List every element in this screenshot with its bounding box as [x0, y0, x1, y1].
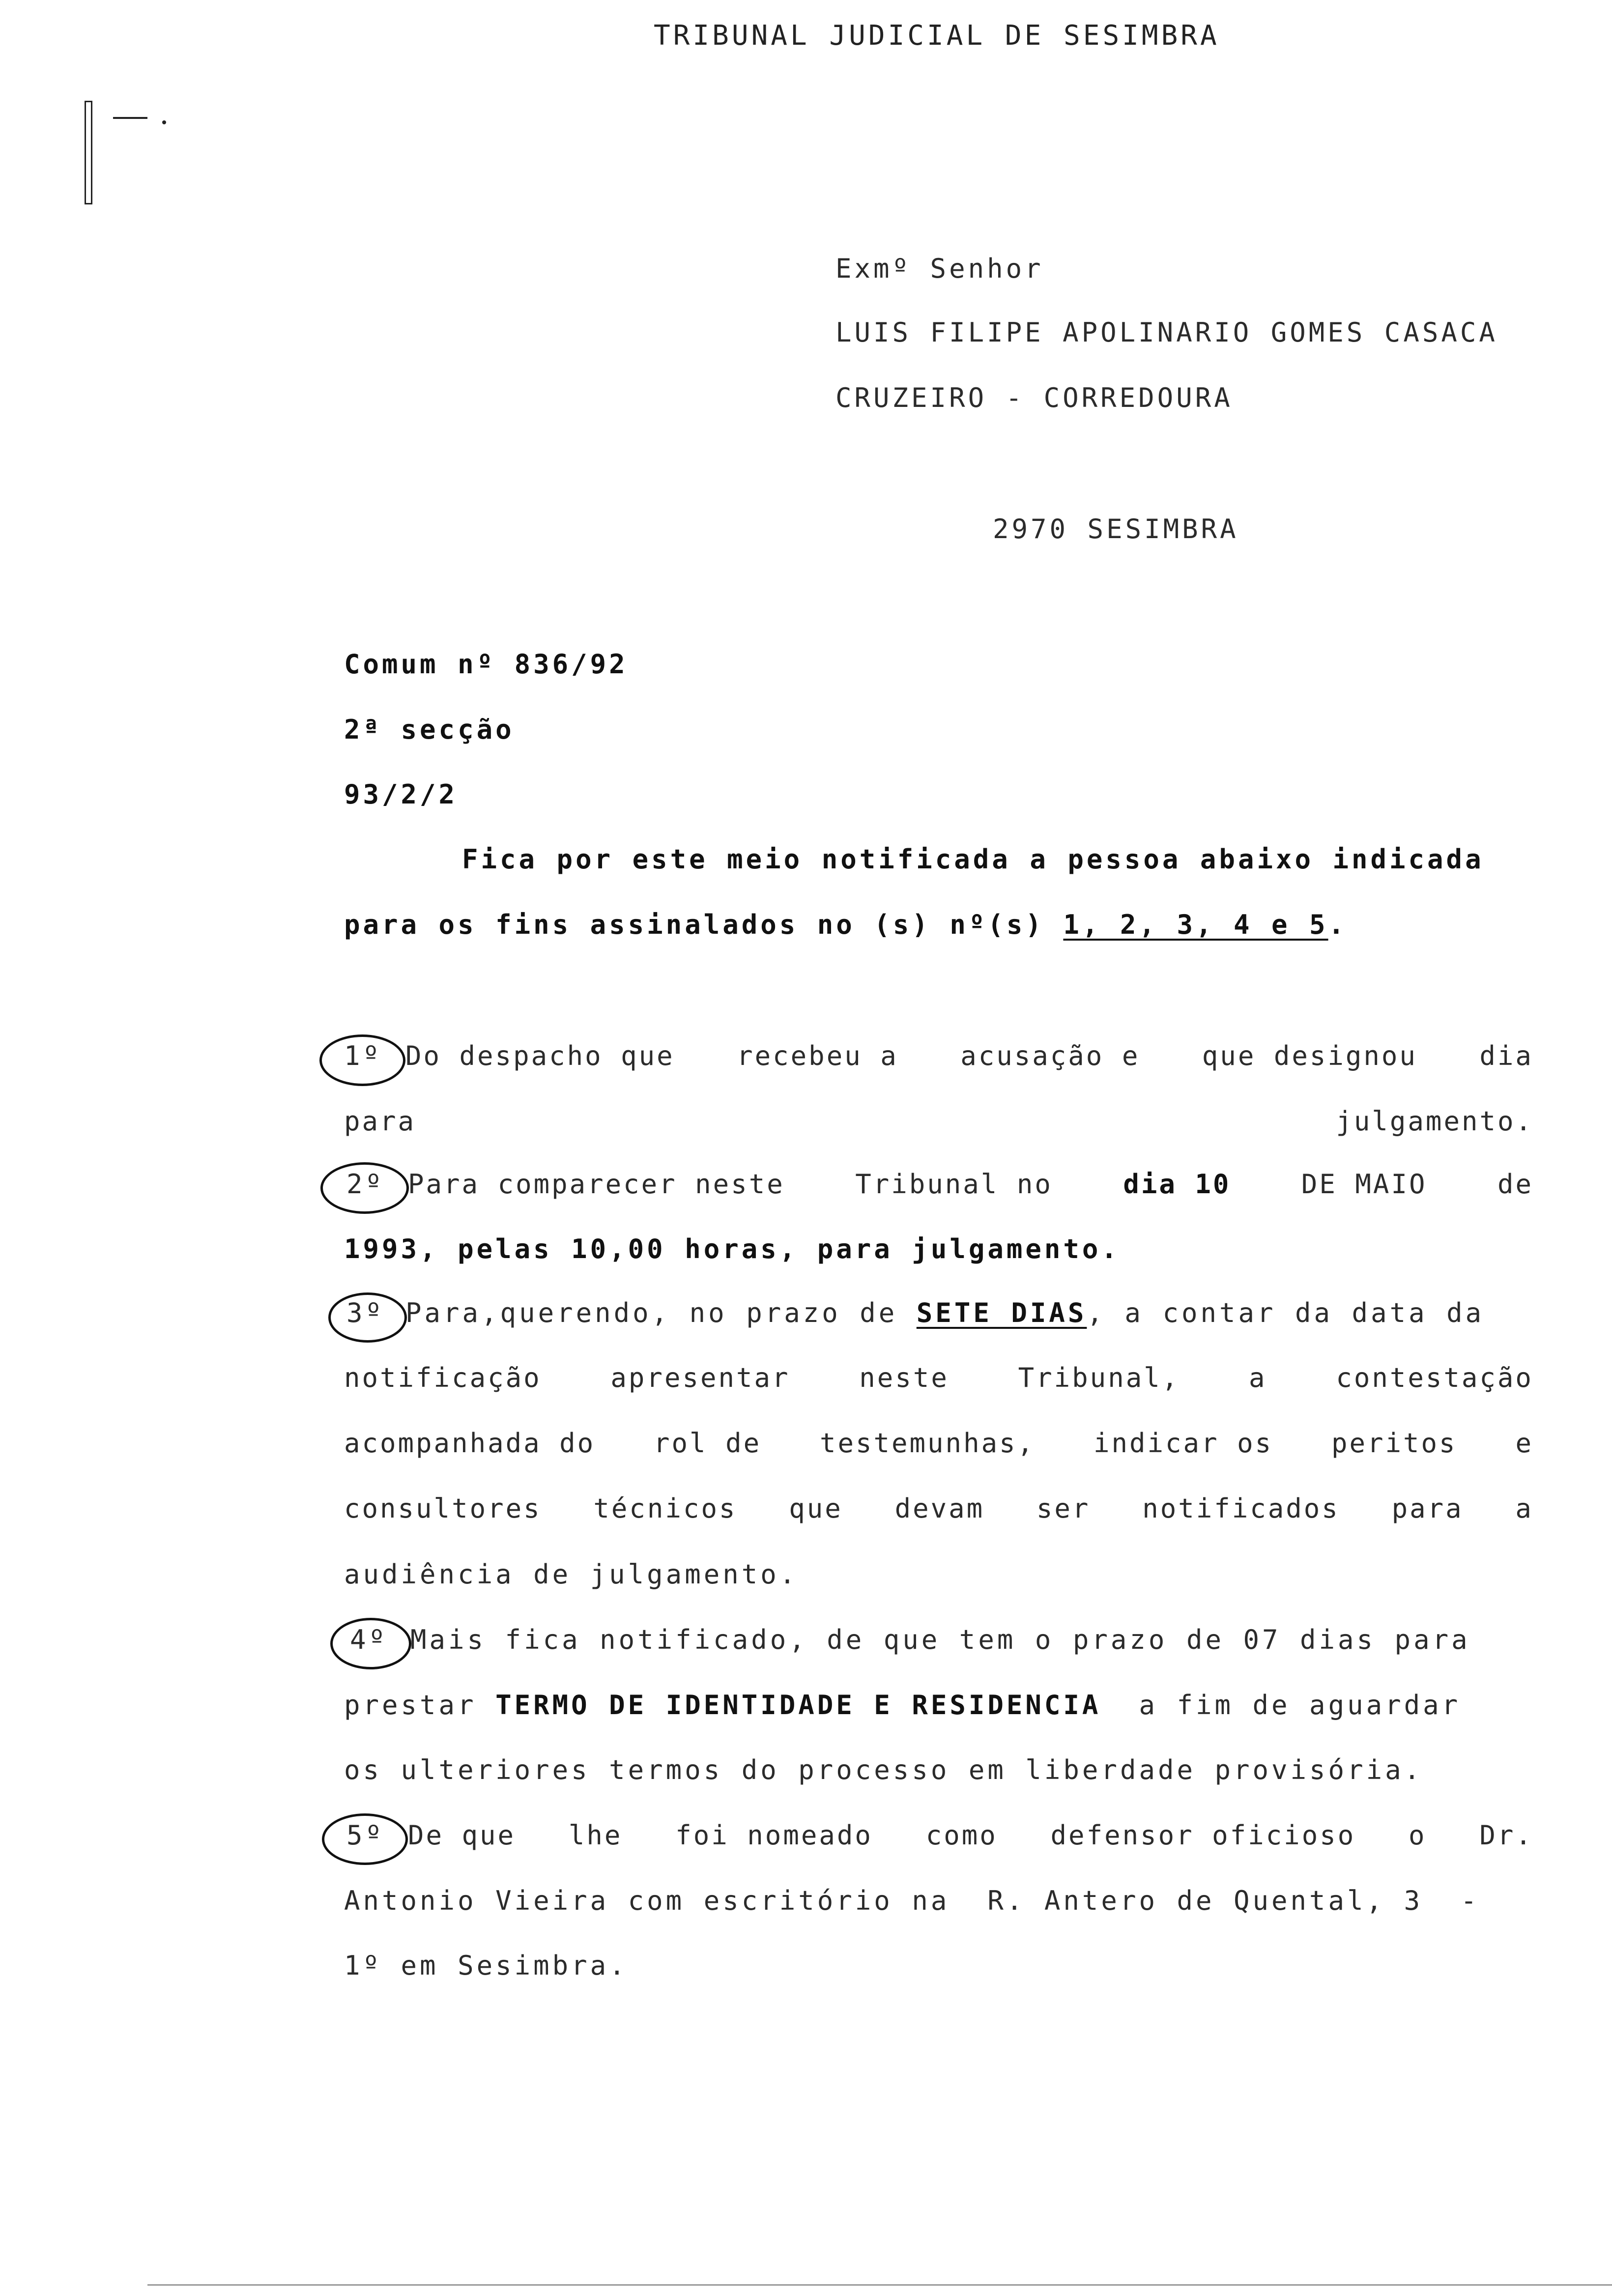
- intro-line-1: Fica por este meio notificada a pessoa abaixo indicada: [462, 844, 1484, 875]
- text-segment: Dr.: [1479, 1820, 1533, 1851]
- item-1-line-1: [405, 1040, 1533, 1071]
- text-segment: Do despacho que: [405, 1040, 675, 1071]
- text-segment: como: [925, 1820, 998, 1851]
- recipient-city: 2970 SESIMBRA: [993, 514, 1239, 545]
- text-segment: acusação e: [960, 1040, 1140, 1071]
- text-segment: rol de: [654, 1428, 762, 1459]
- item-4-line-1: Mais fica notificado, de que tem o prazo de 07 dias para: [410, 1624, 1470, 1655]
- item-4-line-2: [344, 1690, 1461, 1721]
- item-2-line-1: [408, 1169, 1533, 1200]
- item-5-line-1: [408, 1820, 1533, 1851]
- text-segment: neste: [859, 1362, 949, 1393]
- text-segment: devam: [894, 1493, 985, 1524]
- intro-line-2: [344, 909, 1347, 940]
- text-segment: a: [1515, 1493, 1533, 1524]
- text-segment: de: [1497, 1169, 1533, 1200]
- text-segment: , a contar da data da: [1087, 1297, 1485, 1328]
- text-segment: o: [1409, 1820, 1427, 1851]
- recipient-name: LUIS FILIPE APOLINARIO GOMES CASACA: [835, 317, 1498, 348]
- text-segment: a: [1249, 1362, 1267, 1393]
- intro-items: 1, 2, 3, 4 e 5: [1063, 909, 1328, 940]
- item-5-line-2: Antonio Vieira com escritório na R. Antero de Quental, 3 -: [344, 1885, 1480, 1916]
- text-segment: julgamento.: [1336, 1106, 1533, 1137]
- text-segment: acompanhada do: [344, 1428, 596, 1459]
- text-segment: defensor oficioso: [1050, 1820, 1356, 1851]
- text-segment: Tribunal,: [1018, 1362, 1180, 1393]
- text-segment: consultores: [344, 1493, 542, 1524]
- item-1-line-2: [344, 1106, 1533, 1137]
- text-segment: apresentar: [610, 1362, 790, 1393]
- bottom-edge-line: [147, 2284, 1612, 2286]
- text-segment: notificação: [344, 1362, 542, 1393]
- item-3-line-2: [344, 1362, 1533, 1393]
- text-segment: dia: [1479, 1040, 1533, 1071]
- margin-mark-dot: [162, 120, 166, 124]
- intro-prefix: para os fins assinalados no (s) nº(s): [344, 909, 1064, 940]
- item-2-line-2: 1993, pelas 10,00 horas, para julgamento.: [344, 1234, 1120, 1264]
- item-5-number: 5º: [346, 1820, 385, 1851]
- case-number: 93/2/2: [344, 779, 458, 810]
- text-segment: recebeu a: [737, 1040, 898, 1071]
- item-3-line-5: audiência de julgamento.: [344, 1559, 799, 1590]
- text-segment: para: [1391, 1493, 1464, 1524]
- text-segment: foi nomeado: [675, 1820, 873, 1851]
- item-4-line-3: os ulteriores termos do processo em liberdade provisória.: [344, 1754, 1423, 1785]
- text-segment: testemunhas,: [819, 1428, 1036, 1459]
- item-1-number: 1º: [344, 1040, 382, 1071]
- text-segment: notificados: [1142, 1493, 1340, 1524]
- text-segment: que designou: [1202, 1040, 1417, 1071]
- item-3-line-4: [344, 1493, 1533, 1524]
- text-segment: peritos: [1331, 1428, 1457, 1459]
- text-segment: lhe: [568, 1820, 623, 1851]
- text-segment: dia 10: [1123, 1169, 1231, 1200]
- item-2-number: 2º: [346, 1169, 385, 1200]
- item-4-number: 4º: [350, 1624, 388, 1655]
- text-segment: técnicos: [593, 1493, 737, 1524]
- margin-mark-dash: [113, 117, 147, 119]
- recipient-address: CRUZEIRO - CORREDOURA: [835, 382, 1233, 413]
- case-section: 2ª secção: [344, 714, 515, 745]
- recipient-salutation: Exmº Senhor: [835, 253, 1044, 284]
- item-5-line-3: 1º em Sesimbra.: [344, 1950, 628, 1981]
- text-segment: contestação: [1336, 1362, 1533, 1393]
- item-3-number: 3º: [346, 1297, 385, 1328]
- text-segment: e: [1515, 1428, 1533, 1459]
- text-segment: a fim de aguardar: [1101, 1690, 1461, 1721]
- text-segment: prestar: [344, 1690, 496, 1721]
- text-segment: TERMO DE IDENTIDADE E RESIDENCIA: [495, 1690, 1101, 1721]
- text-segment: DE MAIO: [1301, 1169, 1427, 1200]
- intro-suffix: .: [1328, 909, 1348, 940]
- text-segment: ser: [1036, 1493, 1091, 1524]
- text-segment: Tribunal no: [855, 1169, 1053, 1200]
- text-segment: indicar os: [1094, 1428, 1273, 1459]
- text-segment: De que: [408, 1820, 516, 1851]
- text-segment: Para comparecer neste: [408, 1169, 785, 1200]
- text-segment: SETE DIAS: [916, 1297, 1087, 1328]
- text-segment: que: [789, 1493, 843, 1524]
- text-segment: Para,querendo, no prazo de: [405, 1297, 917, 1328]
- text-segment: para: [344, 1106, 416, 1137]
- item-3-line-1: [405, 1297, 1484, 1328]
- margin-mark-bar: [85, 101, 92, 204]
- court-header: TRIBUNAL JUDICIAL DE SESIMBRA: [654, 20, 1220, 52]
- item-3-line-3: [344, 1428, 1533, 1459]
- case-reference: Comum nº 836/92: [344, 649, 628, 680]
